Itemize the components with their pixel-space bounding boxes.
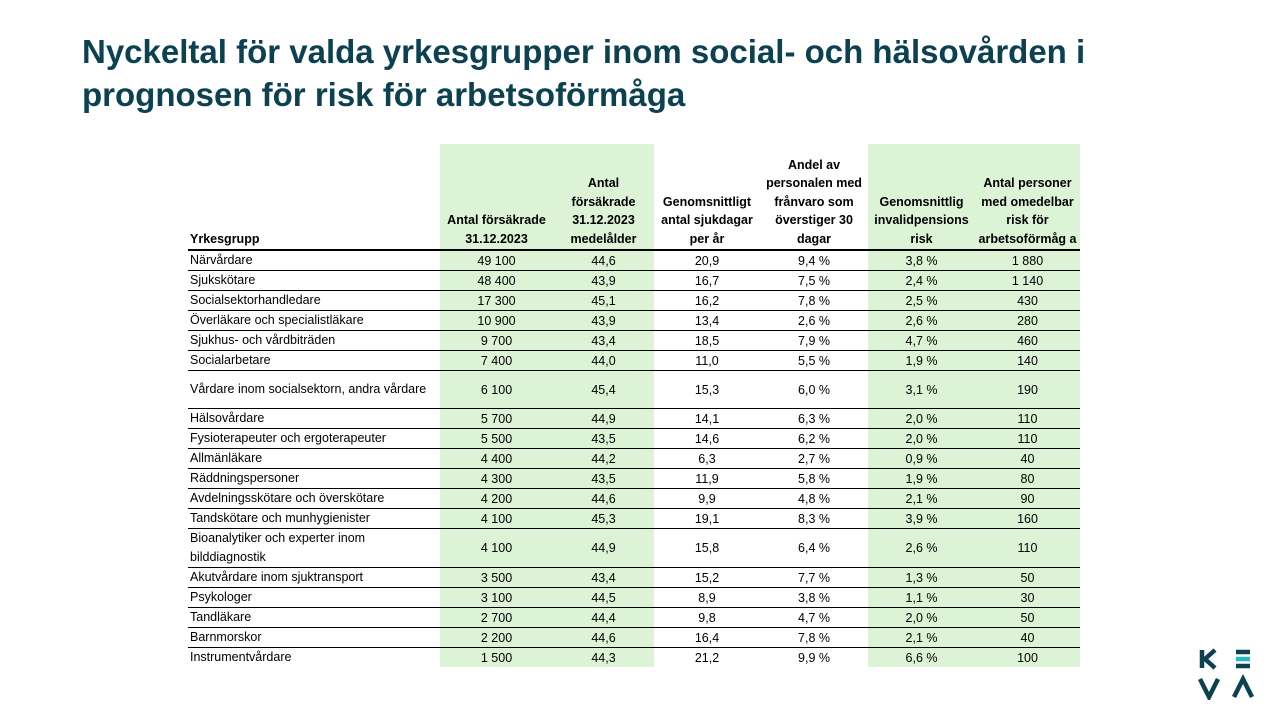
header-immediate-risk: Antal personer med omedelbar risk för arbetsoförmåg a [975,144,1080,250]
header-absence-share: Andel av personalen med frånvaro som överstiger 30 dagar [760,144,868,250]
table-row [188,509,1080,529]
cell-average-age: 44,6 [553,628,654,648]
cell-sick-days: 15,8 [654,529,760,568]
cell-occupation: Bioanalytiker och experter inom bilddiagnostik [188,529,440,568]
cell-occupation: Psykologer [188,588,440,608]
table-row [188,311,1080,331]
cell-absence-share: 6,3 % [760,409,868,429]
cell-disability-risk: 4,7 % [868,331,975,351]
cell-immediate-risk: 1 880 [975,250,1080,271]
cell-average-age: 44,6 [553,489,654,509]
keva-logo [1198,648,1260,700]
header-insured-count: Antal försäkrade 31.12.2023 [440,144,553,250]
table-row [188,351,1080,371]
cell-absence-share: 6,0 % [760,371,868,409]
cell-average-age: 43,9 [553,271,654,291]
cell-absence-share: 7,9 % [760,331,868,351]
cell-disability-risk: 2,0 % [868,409,975,429]
cell-average-age: 44,2 [553,449,654,469]
cell-immediate-risk: 110 [975,429,1080,449]
cell-occupation: Fysioterapeuter och ergoterapeuter [188,429,440,449]
cell-sick-days: 8,9 [654,588,760,608]
cell-absence-share: 4,7 % [760,608,868,628]
cell-average-age: 43,9 [553,311,654,331]
cell-disability-risk: 1,1 % [868,588,975,608]
cell-disability-risk: 1,9 % [868,469,975,489]
cell-absence-share: 9,9 % [798,650,830,665]
cell-immediate-risk: 100 [975,648,1080,668]
cell-disability-risk: 6,6 % [868,648,975,668]
table-row [188,271,1080,291]
table-row [188,588,1080,608]
cell-disability-risk: 3,8 % [868,250,975,271]
table-row [188,331,1080,351]
cell-sick-days: 11,9 [654,469,760,489]
cell-absence-share: 7,5 % [760,271,868,291]
cell-absence-share: 8,3 % [760,509,868,529]
cell-absence-share: 3,8 % [760,588,868,608]
cell-average-age: 44,6 [553,250,654,271]
cell-sick-days: 15,2 [654,568,760,588]
table-row [188,568,1080,588]
header-average-age: Antal försäkrade 31.12.2023 medelålder [553,144,654,250]
cell-immediate-risk: 110 [975,409,1080,429]
cell-average-age: 44,5 [553,588,654,608]
table-row [188,371,1080,409]
cell-average-age: 43,4 [553,331,654,351]
cell-immediate-risk: 280 [975,311,1080,331]
table-row [188,608,1080,628]
cell-immediate-risk: 80 [975,469,1080,489]
cell-immediate-risk: 140 [975,351,1080,371]
cell-absence-share: 5,5 % [760,351,868,371]
table-row [188,291,1080,311]
cell-absence-share: 7,8 % [760,628,868,648]
table-row [188,489,1080,509]
cell-disability-risk: 2,6 % [868,311,975,331]
table-row [188,409,1080,429]
cell-average-age: 44,9 [553,529,654,568]
cell-sick-days: 9,9 [654,489,760,509]
cell-sick-days: 21,2 [694,650,720,665]
cell-insured-count: 4 300 [440,469,553,489]
cell-insured-count: 2 700 [440,608,553,628]
table-row [188,469,1080,489]
header-disability-risk: Genomsnittlig invalidpensions risk [868,144,975,250]
cell-occupation: Akutvårdare inom sjuktransport [188,568,440,588]
cell-insured-count: 5 500 [440,429,553,449]
cell-insured-count: 2 200 [440,628,553,648]
cell-average-age: 44,3 [553,648,654,668]
table-row [188,648,1080,668]
cell-average-age: 45,1 [553,291,654,311]
header-sick-days: Genomsnittligt antal sjukdagar per år [654,144,760,250]
cell-insured-count: 4 100 [440,529,553,568]
cell-disability-risk: 2,1 % [868,628,975,648]
cell-occupation: Tandskötare och munhygienister [188,509,440,529]
cell-disability-risk: 2,6 % [868,529,975,568]
cell-absence-share: 9,4 % [760,250,868,271]
table-row [188,429,1080,449]
cell-occupation: Tandläkare [188,608,440,628]
cell-absence-share: 4,8 % [760,489,868,509]
cell-insured-count: 4 400 [440,449,553,469]
table-row [188,628,1080,648]
cell-disability-risk: 1,3 % [868,568,975,588]
cell-average-age: 43,5 [553,469,654,489]
cell-insured-count: 7 400 [440,351,553,371]
cell-immediate-risk: 110 [975,529,1080,568]
cell-immediate-risk: 40 [975,628,1080,648]
cell-absence-share: 2,7 % [760,449,868,469]
cell-disability-risk: 2,0 % [868,608,975,628]
cell-insured-count: 4 200 [440,489,553,509]
cell-sick-days: 15,3 [654,371,760,409]
cell-sick-days: 14,1 [654,409,760,429]
cell-immediate-risk: 50 [975,568,1080,588]
cell-disability-risk: 0,9 % [868,449,975,469]
cell-sick-days: 18,5 [654,331,760,351]
cell-absence-share: 6,4 % [760,529,868,568]
table-row [188,529,1080,568]
cell-insured-count: 17 300 [440,291,553,311]
cell-occupation: Överläkare och specialistläkare [188,311,440,331]
cell-immediate-risk: 430 [975,291,1080,311]
cell-average-age: 45,4 [553,371,654,409]
cell-absence-share: 7,8 % [760,291,868,311]
cell-disability-risk: 1,9 % [868,351,975,371]
keva-logo-icon [1200,650,1252,697]
cell-average-age: 43,5 [553,429,654,449]
cell-insured-count: 4 100 [440,509,553,529]
cell-average-age: 43,4 [553,568,654,588]
cell-occupation: Vårdare inom socialsektorn, andra vårdare [188,371,440,409]
cell-absence-share: 5,8 % [760,469,868,489]
cell-insured-count: 6 100 [440,371,553,409]
key-figures-table [188,144,1080,667]
cell-occupation: Sjukskötare [188,271,440,291]
cell-immediate-risk: 40 [975,449,1080,469]
cell-average-age: 44,0 [553,351,654,371]
cell-occupation: Socialarbetare [188,351,440,371]
cell-insured-count: 10 900 [440,311,553,331]
cell-sick-days: 19,1 [654,509,760,529]
cell-absence-share: 2,6 % [760,311,868,331]
table-header-row [188,144,1080,250]
table-row [188,449,1080,469]
cell-disability-risk: 2,5 % [868,291,975,311]
cell-average-age: 44,9 [553,409,654,429]
cell-sick-days: 6,3 [654,449,760,469]
cell-sick-days: 9,8 [654,608,760,628]
table-row [188,250,1080,271]
cell-insured-count: 3 100 [440,588,553,608]
cell-absence-share: 6,2 % [760,429,868,449]
cell-insured-count: 48 400 [440,271,553,291]
cell-immediate-risk: 90 [975,489,1080,509]
cell-immediate-risk: 190 [975,371,1080,409]
cell-occupation: Sjukhus- och vårdbiträden [188,331,440,351]
cell-disability-risk: 2,4 % [868,271,975,291]
cell-insured-count: 9 700 [440,331,553,351]
cell-occupation: Närvårdare [188,250,440,271]
cell-occupation: Barnmorskor [188,628,440,648]
cell-insured-count: 1 500 [440,648,553,668]
cell-sick-days: 16,2 [654,291,760,311]
table-body [188,250,1080,667]
cell-sick-days: 16,4 [654,628,760,648]
cell-immediate-risk: 460 [975,331,1080,351]
cell-disability-risk: 3,9 % [868,509,975,529]
cell-immediate-risk: 160 [975,509,1080,529]
cell-occupation: Allmänläkare [188,449,440,469]
cell-sick-days: 16,7 [654,271,760,291]
cell-average-age: 45,3 [553,509,654,529]
cell-occupation: Socialsektorhandledare [188,291,440,311]
key-figures-table-container [188,144,1080,667]
cell-absence-share: 7,7 % [760,568,868,588]
cell-disability-risk: 3,1 % [868,371,975,409]
cell-occupation: Instrumentvårdare [190,650,292,664]
cell-immediate-risk: 50 [975,608,1080,628]
cell-disability-risk: 2,1 % [868,489,975,509]
cell-disability-risk: 2,0 % [868,429,975,449]
cell-sick-days: 20,9 [654,250,760,271]
page-title: Nyckeltal för valda yrkesgrupper inom social- och hälsovården i prognosen för risk för arbetsoförmåga [82,33,1086,113]
cell-sick-days: 13,4 [654,311,760,331]
cell-insured-count: 49 100 [440,250,553,271]
cell-occupation: Avdelningsskötare och överskötare [188,489,440,509]
cell-insured-count: 3 500 [440,568,553,588]
cell-average-age: 44,4 [553,608,654,628]
cell-immediate-risk: 30 [975,588,1080,608]
cell-sick-days: 11,0 [654,351,760,371]
cell-sick-days: 14,6 [654,429,760,449]
cell-immediate-risk: 1 140 [975,271,1080,291]
cell-occupation: Räddningspersoner [188,469,440,489]
cell-insured-count: 5 700 [440,409,553,429]
header-occupation: Yrkesgrupp [188,144,440,250]
cell-occupation: Hälsovårdare [188,409,440,429]
